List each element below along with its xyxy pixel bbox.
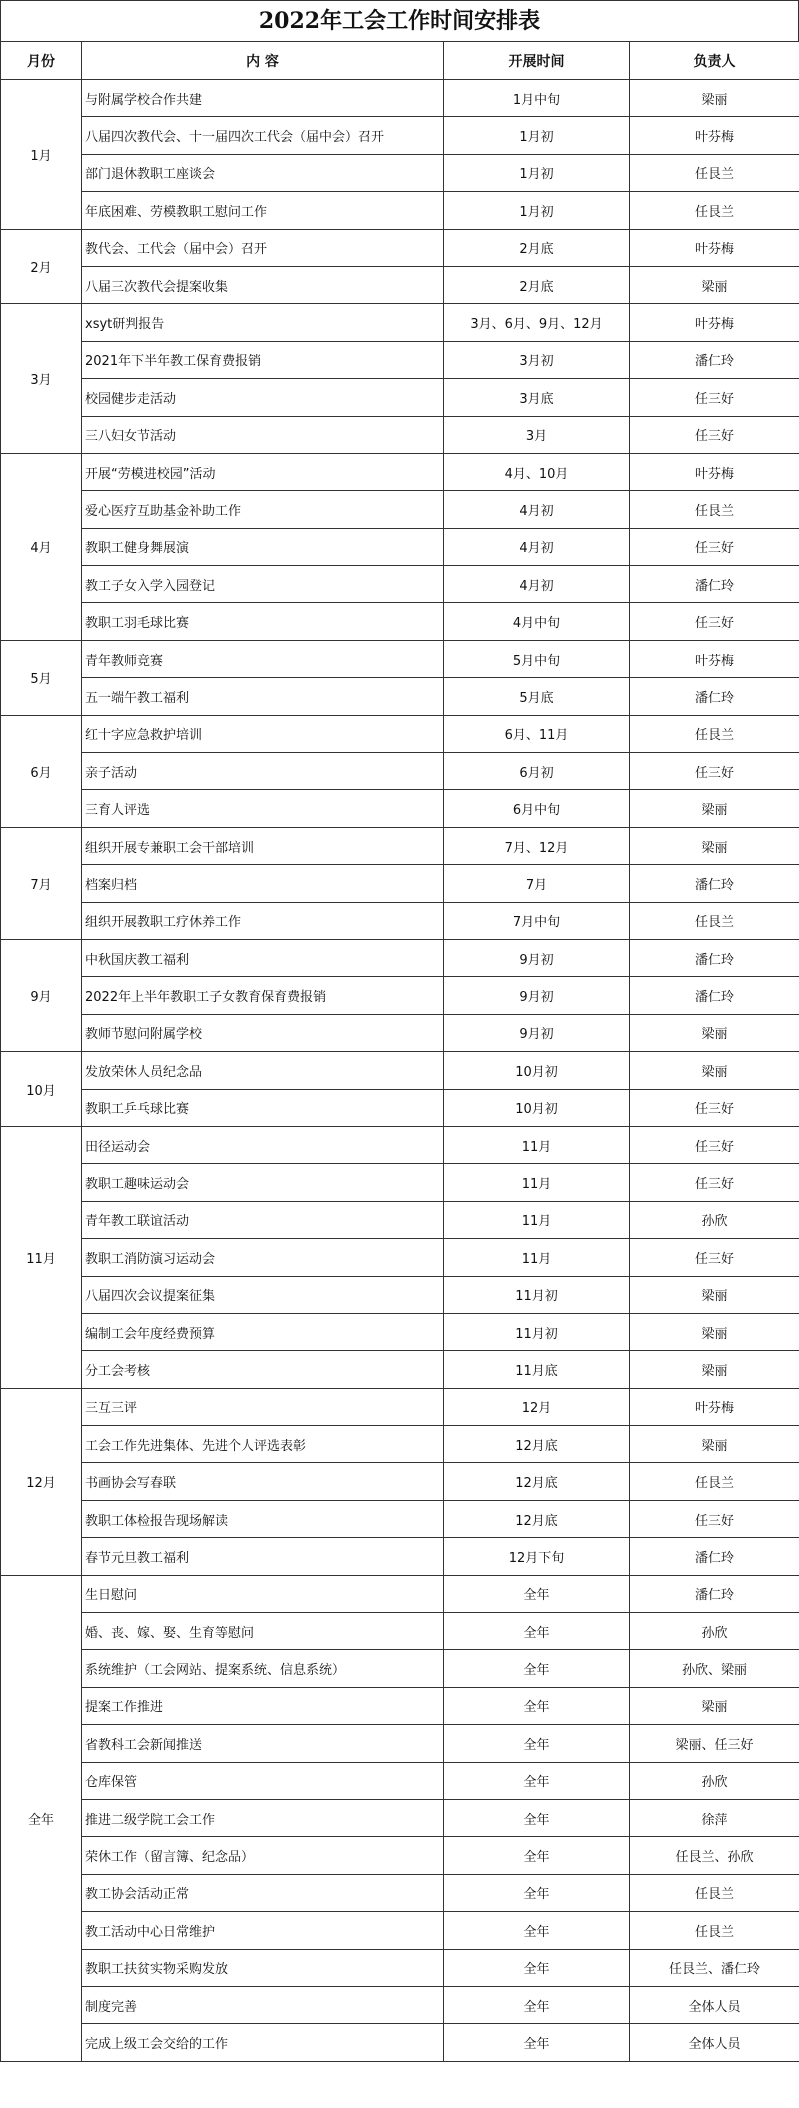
- time-cell: 全年: [444, 1799, 630, 1836]
- content-cell: 提案工作推进: [82, 1687, 444, 1724]
- content-cell: 省教科工会新闻推送: [82, 1725, 444, 1762]
- person-cell: 任艮兰: [630, 491, 799, 528]
- table-row: [1, 453, 799, 490]
- content-cell: 爱心医疗互助基金补助工作: [82, 491, 444, 528]
- person-cell: 叶芬梅: [630, 1388, 799, 1425]
- content-cell: 荣休工作（留言簿、纪念品）: [82, 1837, 444, 1874]
- person-cell: 任三好: [630, 603, 799, 640]
- person-cell: 梁丽: [630, 1014, 799, 1051]
- person-cell: 任三好: [630, 753, 799, 790]
- table-row: [1, 1837, 799, 1874]
- content-cell: 教职工扶贫实物采购发放: [82, 1949, 444, 1986]
- person-cell: 梁丽: [630, 1276, 799, 1313]
- content-cell: 开展“劳模进校园”活动: [82, 453, 444, 490]
- content-cell: 教职工消防演习运动会: [82, 1239, 444, 1276]
- time-cell: 6月初: [444, 753, 630, 790]
- time-cell: 1月初: [444, 154, 630, 191]
- content-cell: 2022年上半年教职工子女教育保育费报销: [82, 977, 444, 1014]
- table-row: [1, 865, 799, 902]
- person-cell: 梁丽: [630, 1313, 799, 1350]
- table-row: [1, 790, 799, 827]
- content-cell: xsyt研判报告: [82, 304, 444, 341]
- content-cell: 组织开展教职工疗休养工作: [82, 902, 444, 939]
- time-cell: 全年: [444, 1613, 630, 1650]
- content-cell: 教职工羽毛球比赛: [82, 603, 444, 640]
- person-cell: 任艮兰: [630, 715, 799, 752]
- month-cell: 9月: [1, 939, 82, 1051]
- table-row: [1, 80, 799, 117]
- content-cell: 年底困难、劳模教职工慰问工作: [82, 192, 444, 229]
- person-cell: 潘仁玲: [630, 865, 799, 902]
- person-cell: 全体人员: [630, 1986, 799, 2023]
- person-cell: 梁丽: [630, 1052, 799, 1089]
- person-cell: 徐萍: [630, 1799, 799, 1836]
- person-cell: 孙欣、梁丽: [630, 1650, 799, 1687]
- header-content: 内 容: [82, 42, 444, 80]
- time-cell: 12月下旬: [444, 1538, 630, 1575]
- content-cell: 教工子女入学入园登记: [82, 566, 444, 603]
- person-cell: 任三好: [630, 379, 799, 416]
- content-cell: 档案归档: [82, 865, 444, 902]
- content-cell: 与附属学校合作共建: [82, 80, 444, 117]
- table-row: [1, 1201, 799, 1238]
- content-cell: 仓库保管: [82, 1762, 444, 1799]
- person-cell: 任艮兰: [630, 192, 799, 229]
- time-cell: 全年: [444, 1874, 630, 1911]
- table-row: [1, 1874, 799, 1911]
- table-row: [1, 902, 799, 939]
- person-cell: 任三好: [630, 1126, 799, 1163]
- table-row: [1, 640, 799, 677]
- time-cell: 7月、12月: [444, 827, 630, 864]
- table-row: [1, 379, 799, 416]
- content-cell: 完成上级工会交给的工作: [82, 2024, 444, 2061]
- header-row: [1, 42, 799, 80]
- time-cell: 全年: [444, 1912, 630, 1949]
- content-cell: 2021年下半年教工保育费报销: [82, 341, 444, 378]
- table-row: [1, 1014, 799, 1051]
- table-row: [1, 266, 799, 303]
- table-row: [1, 1949, 799, 1986]
- person-cell: 叶芬梅: [630, 117, 799, 154]
- content-cell: 五一端午教工福利: [82, 678, 444, 715]
- person-cell: 任三好: [630, 1500, 799, 1537]
- person-cell: 任三好: [630, 1089, 799, 1126]
- time-cell: 12月: [444, 1388, 630, 1425]
- month-cell: 12月: [1, 1388, 82, 1575]
- time-cell: 1月初: [444, 117, 630, 154]
- table-row: [1, 491, 799, 528]
- time-cell: 4月初: [444, 491, 630, 528]
- table-row: [1, 1052, 799, 1089]
- content-cell: 亲子活动: [82, 753, 444, 790]
- time-cell: 10月初: [444, 1052, 630, 1089]
- content-cell: 中秋国庆教工福利: [82, 939, 444, 976]
- table-row: [1, 1762, 799, 1799]
- person-cell: 任三好: [630, 528, 799, 565]
- time-cell: 2月底: [444, 266, 630, 303]
- month-cell: 全年: [1, 1575, 82, 2061]
- table-row: [1, 1463, 799, 1500]
- content-cell: 八届四次会议提案征集: [82, 1276, 444, 1313]
- time-cell: 9月初: [444, 977, 630, 1014]
- table-row: [1, 2024, 799, 2061]
- time-cell: 全年: [444, 1986, 630, 2023]
- time-cell: 全年: [444, 1725, 630, 1762]
- header-time: 开展时间: [444, 42, 630, 80]
- month-cell: 11月: [1, 1126, 82, 1388]
- content-cell: 田径运动会: [82, 1126, 444, 1163]
- content-cell: 制度完善: [82, 1986, 444, 2023]
- person-cell: 孙欣: [630, 1613, 799, 1650]
- table-row: [1, 154, 799, 191]
- time-cell: 12月底: [444, 1426, 630, 1463]
- table-row: [1, 1725, 799, 1762]
- content-cell: 发放荣休人员纪念品: [82, 1052, 444, 1089]
- time-cell: 全年: [444, 1650, 630, 1687]
- schedule-table: [0, 41, 799, 2062]
- content-cell: 教师节慰问附属学校: [82, 1014, 444, 1051]
- time-cell: 9月初: [444, 939, 630, 976]
- time-cell: 1月中旬: [444, 80, 630, 117]
- time-cell: 3月底: [444, 379, 630, 416]
- time-cell: 6月、11月: [444, 715, 630, 752]
- content-cell: 青年教工联谊活动: [82, 1201, 444, 1238]
- time-cell: 4月中旬: [444, 603, 630, 640]
- time-cell: 4月、10月: [444, 453, 630, 490]
- content-cell: 工会工作先进集体、先进个人评选表彰: [82, 1426, 444, 1463]
- time-cell: 全年: [444, 1575, 630, 1612]
- content-cell: 系统维护（工会网站、提案系统、信息系统）: [82, 1650, 444, 1687]
- person-cell: 任艮兰: [630, 1463, 799, 1500]
- header-month: 月份: [1, 42, 82, 80]
- header-person: 负责人: [630, 42, 799, 80]
- table-row: [1, 1426, 799, 1463]
- time-cell: 11月底: [444, 1351, 630, 1388]
- person-cell: 潘仁玲: [630, 939, 799, 976]
- content-cell: 部门退休教职工座谈会: [82, 154, 444, 191]
- person-cell: 任艮兰、孙欣: [630, 1837, 799, 1874]
- time-cell: 3月: [444, 416, 630, 453]
- table-row: [1, 304, 799, 341]
- person-cell: 梁丽: [630, 80, 799, 117]
- month-cell: 3月: [1, 304, 82, 454]
- person-cell: 梁丽: [630, 1687, 799, 1724]
- table-row: [1, 1239, 799, 1276]
- table-row: [1, 753, 799, 790]
- table-row: [1, 1986, 799, 2023]
- content-cell: 婚、丧、嫁、娶、生育等慰问: [82, 1613, 444, 1650]
- time-cell: 3月、6月、9月、12月: [444, 304, 630, 341]
- table-row: [1, 1089, 799, 1126]
- person-cell: 梁丽: [630, 827, 799, 864]
- time-cell: 5月底: [444, 678, 630, 715]
- content-cell: 三育人评选: [82, 790, 444, 827]
- person-cell: 梁丽: [630, 790, 799, 827]
- content-cell: 教职工趣味运动会: [82, 1164, 444, 1201]
- time-cell: 11月: [444, 1239, 630, 1276]
- person-cell: 叶芬梅: [630, 453, 799, 490]
- time-cell: 11月: [444, 1164, 630, 1201]
- person-cell: 任艮兰: [630, 1912, 799, 1949]
- person-cell: 任艮兰: [630, 154, 799, 191]
- table-row: [1, 977, 799, 1014]
- time-cell: 7月中旬: [444, 902, 630, 939]
- time-cell: 全年: [444, 1687, 630, 1724]
- month-cell: 4月: [1, 453, 82, 640]
- table-row: [1, 1164, 799, 1201]
- person-cell: 梁丽: [630, 266, 799, 303]
- content-cell: 三互三评: [82, 1388, 444, 1425]
- time-cell: 12月底: [444, 1463, 630, 1500]
- month-cell: 7月: [1, 827, 82, 939]
- content-cell: 红十字应急救护培训: [82, 715, 444, 752]
- person-cell: 孙欣: [630, 1762, 799, 1799]
- table-row: [1, 678, 799, 715]
- page-title: 2022年工会工作时间安排表: [0, 0, 799, 41]
- content-cell: 教工协会活动正常: [82, 1874, 444, 1911]
- month-cell: 5月: [1, 640, 82, 715]
- time-cell: 11月: [444, 1126, 630, 1163]
- content-cell: 校园健步走活动: [82, 379, 444, 416]
- content-cell: 教代会、工代会（届中会）召开: [82, 229, 444, 266]
- table-row: [1, 192, 799, 229]
- content-cell: 分工会考核: [82, 1351, 444, 1388]
- table-row: [1, 117, 799, 154]
- person-cell: 任三好: [630, 1164, 799, 1201]
- content-cell: 教工活动中心日常维护: [82, 1912, 444, 1949]
- time-cell: 5月中旬: [444, 640, 630, 677]
- table-row: [1, 528, 799, 565]
- person-cell: 全体人员: [630, 2024, 799, 2061]
- person-cell: 叶芬梅: [630, 229, 799, 266]
- content-cell: 三八妇女节活动: [82, 416, 444, 453]
- person-cell: 潘仁玲: [630, 1575, 799, 1612]
- content-cell: 书画协会写春联: [82, 1463, 444, 1500]
- content-cell: 教职工乒乓球比赛: [82, 1089, 444, 1126]
- person-cell: 梁丽、任三好: [630, 1725, 799, 1762]
- person-cell: 梁丽: [630, 1351, 799, 1388]
- time-cell: 全年: [444, 1837, 630, 1874]
- time-cell: 4月初: [444, 528, 630, 565]
- table-row: [1, 1650, 799, 1687]
- person-cell: 叶芬梅: [630, 304, 799, 341]
- time-cell: 全年: [444, 1762, 630, 1799]
- person-cell: 任三好: [630, 1239, 799, 1276]
- person-cell: 潘仁玲: [630, 1538, 799, 1575]
- time-cell: 全年: [444, 2024, 630, 2061]
- time-cell: 7月: [444, 865, 630, 902]
- schedule-body: [1, 80, 799, 2062]
- time-cell: 11月初: [444, 1313, 630, 1350]
- time-cell: 10月初: [444, 1089, 630, 1126]
- time-cell: 11月初: [444, 1276, 630, 1313]
- table-row: [1, 341, 799, 378]
- content-cell: 八届四次教代会、十一届四次工代会（届中会）召开: [82, 117, 444, 154]
- table-row: [1, 1500, 799, 1537]
- table-row: [1, 566, 799, 603]
- person-cell: 任艮兰: [630, 1874, 799, 1911]
- table-row: [1, 1351, 799, 1388]
- person-cell: 任三好: [630, 416, 799, 453]
- table-row: [1, 1799, 799, 1836]
- content-cell: 生日慰问: [82, 1575, 444, 1612]
- table-row: [1, 1613, 799, 1650]
- content-cell: 编制工会年度经费预算: [82, 1313, 444, 1350]
- month-cell: 6月: [1, 715, 82, 827]
- table-row: [1, 229, 799, 266]
- time-cell: 2月底: [444, 229, 630, 266]
- table-row: [1, 715, 799, 752]
- person-cell: 潘仁玲: [630, 566, 799, 603]
- time-cell: 11月: [444, 1201, 630, 1238]
- time-cell: 全年: [444, 1949, 630, 1986]
- table-row: [1, 1276, 799, 1313]
- time-cell: 1月初: [444, 192, 630, 229]
- person-cell: 孙欣: [630, 1201, 799, 1238]
- person-cell: 潘仁玲: [630, 977, 799, 1014]
- time-cell: 6月中旬: [444, 790, 630, 827]
- person-cell: 任艮兰、潘仁玲: [630, 1949, 799, 1986]
- person-cell: 任艮兰: [630, 902, 799, 939]
- content-cell: 推进二级学院工会工作: [82, 1799, 444, 1836]
- table-row: [1, 1388, 799, 1425]
- table-row: [1, 939, 799, 976]
- table-row: [1, 827, 799, 864]
- table-row: [1, 1912, 799, 1949]
- month-cell: 1月: [1, 80, 82, 230]
- person-cell: 潘仁玲: [630, 341, 799, 378]
- person-cell: 潘仁玲: [630, 678, 799, 715]
- table-row: [1, 416, 799, 453]
- content-cell: 组织开展专兼职工会干部培训: [82, 827, 444, 864]
- time-cell: 12月底: [444, 1500, 630, 1537]
- content-cell: 教职工健身舞展演: [82, 528, 444, 565]
- table-row: [1, 1126, 799, 1163]
- content-cell: 八届三次教代会提案收集: [82, 266, 444, 303]
- table-row: [1, 603, 799, 640]
- content-cell: 春节元旦教工福利: [82, 1538, 444, 1575]
- time-cell: 9月初: [444, 1014, 630, 1051]
- person-cell: 梁丽: [630, 1426, 799, 1463]
- table-row: [1, 1687, 799, 1724]
- month-cell: 10月: [1, 1052, 82, 1127]
- time-cell: 3月初: [444, 341, 630, 378]
- month-cell: 2月: [1, 229, 82, 304]
- person-cell: 叶芬梅: [630, 640, 799, 677]
- table-row: [1, 1575, 799, 1612]
- content-cell: 教职工体检报告现场解读: [82, 1500, 444, 1537]
- content-cell: 青年教师竞赛: [82, 640, 444, 677]
- time-cell: 4月初: [444, 566, 630, 603]
- table-row: [1, 1313, 799, 1350]
- table-row: [1, 1538, 799, 1575]
